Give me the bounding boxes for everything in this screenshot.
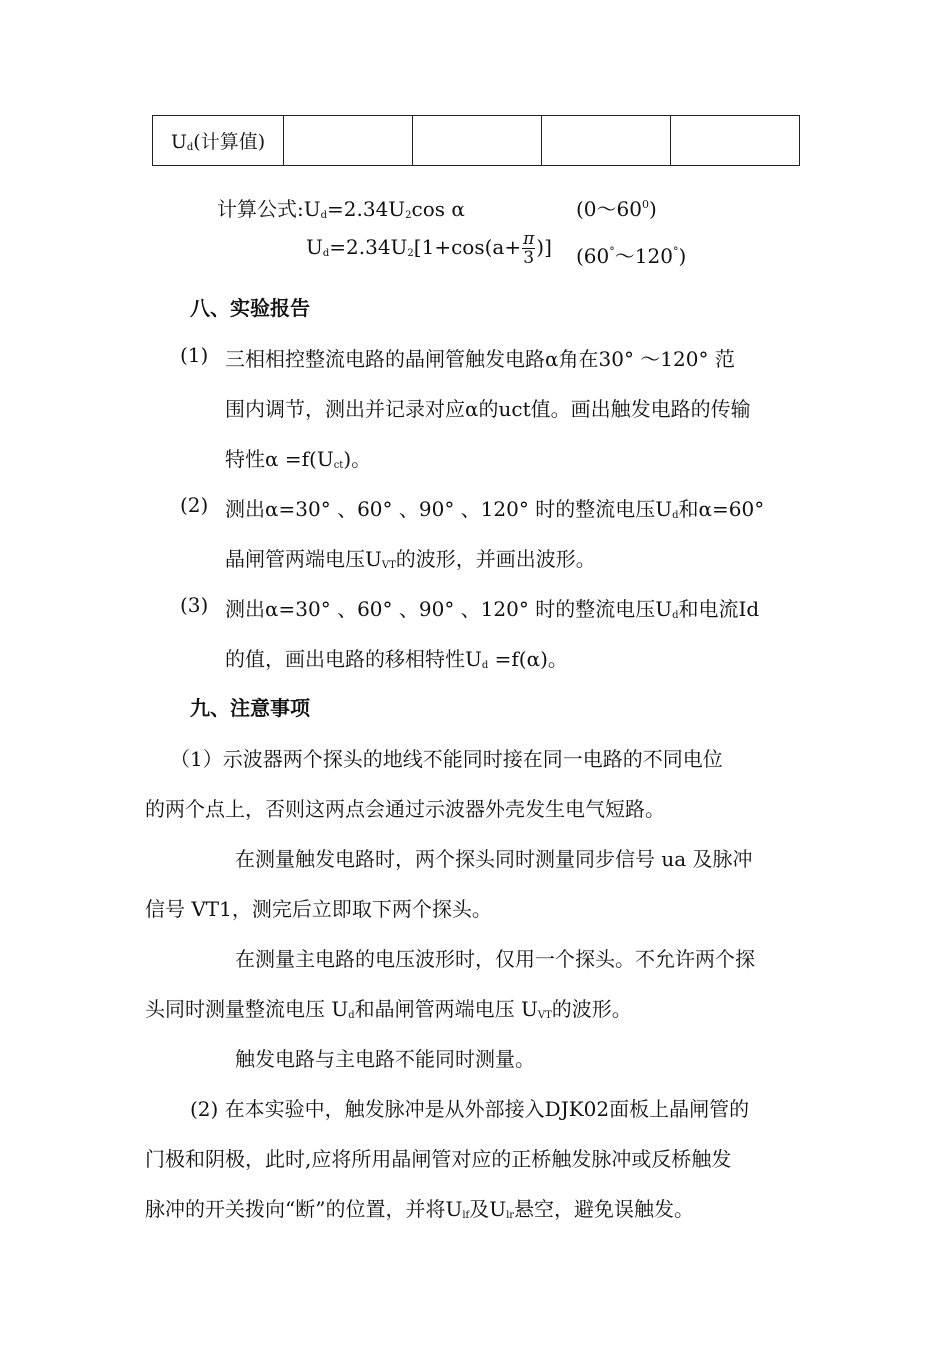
item-3-number: (3) xyxy=(180,593,209,617)
item-text: 的波形，并画出波形。 xyxy=(395,547,596,571)
note-text: 和晶闸管两端电压 U xyxy=(354,997,538,1021)
item-sub: VT xyxy=(381,560,396,571)
item-1-line-1: 三相相控整流电路的晶闸管触发电路α角在30° ～120° 范 xyxy=(225,347,735,371)
formula-sub: 2 xyxy=(407,248,414,259)
note-5-line-2: 门极和阴极，此时,应将所用晶闸管对应的正桥触发脉冲或反桥触发 xyxy=(145,1147,732,1171)
table-cell xyxy=(284,116,413,166)
range-text: ～120 xyxy=(614,244,673,268)
pi-over-3-fraction xyxy=(522,230,535,267)
item-sub: ct xyxy=(333,460,344,471)
section-8-title: 八、实验报告 xyxy=(190,296,310,320)
item-2-number: (2) xyxy=(180,493,209,517)
item-text: 晶闸管两端电压U xyxy=(225,547,382,571)
table-cell xyxy=(671,116,800,166)
formula-text: 计算公式:U xyxy=(217,197,321,221)
range-text: ) xyxy=(678,244,687,268)
range-sup: ° xyxy=(672,245,679,258)
note-sub: VT xyxy=(537,1010,552,1021)
note-1-line-1: （1）示波器两个探头的地线不能同时接在同一电路的不同电位 xyxy=(170,747,723,771)
item-1-line-3 xyxy=(225,443,371,472)
row-header-label: (计算值) xyxy=(193,131,266,153)
note-2-line-2: 信号 VT1，测完后立即取下两个探头。 xyxy=(145,897,492,921)
formula-text: )] xyxy=(536,235,552,259)
formula-sub: d xyxy=(320,210,327,221)
note-text: 头同时测量整流电压 U xyxy=(145,997,349,1021)
range-sup: ° xyxy=(609,245,615,258)
note-text: 脉冲的开关拨向“断”的位置，并将U xyxy=(145,1197,463,1221)
item-2-line-1 xyxy=(225,493,764,522)
formula-2 xyxy=(306,230,552,267)
item-3-line-2 xyxy=(225,643,568,672)
note-4: 触发电路与主电路不能同时测量。 xyxy=(235,1047,535,1071)
table-row xyxy=(153,116,800,166)
item-sub: d xyxy=(672,510,679,521)
note-5-line-3 xyxy=(145,1193,694,1222)
item-2-line-2 xyxy=(225,543,596,572)
note-2-line-1: 在测量触发电路时，两个探头同时测量同步信号 ua 及脉冲 xyxy=(235,847,753,871)
range-text: ) xyxy=(648,197,657,221)
note-text: 的波形。 xyxy=(551,997,632,1021)
table-cell xyxy=(413,116,542,166)
fraction-numerator: π xyxy=(523,229,535,249)
note-sub: d xyxy=(348,1010,355,1021)
calculated-values-table xyxy=(152,115,800,166)
formula-text: =2.34U xyxy=(327,197,406,221)
item-sub: d xyxy=(481,660,489,671)
note-5-line-1: (2) 在本实验中，触发脉冲是从外部接入DJK02面板上晶闸管的 xyxy=(190,1097,750,1121)
item-3-line-1 xyxy=(225,593,759,622)
formula-text: cos α xyxy=(411,197,465,221)
item-text: =f(α)。 xyxy=(488,647,568,671)
formula-sub: d xyxy=(322,248,330,259)
item-text: 的值，画出电路的移相特性U xyxy=(225,647,482,671)
note-text: 悬空，避免误触发。 xyxy=(514,1197,695,1221)
note-sub: lf xyxy=(462,1210,470,1221)
note-text: 及U xyxy=(469,1197,507,1221)
formula-text: =2.34U xyxy=(329,235,408,259)
item-text: 测出α=30° 、60° 、90° 、120° 时的整流电压U xyxy=(225,597,673,621)
range-text: (0～60 xyxy=(576,197,642,221)
item-1-line-2: 围内调节，测出并记录对应α的uct值。画出触发电路的传输 xyxy=(225,397,751,421)
item-1-number: (1) xyxy=(180,343,209,367)
item-text: 测出α=30° 、60° 、90° 、120° 时的整流电压U xyxy=(225,497,673,521)
formula-1-range xyxy=(576,193,657,222)
note-3-line-1: 在测量主电路的电压波形时，仅用一个探头。不允许两个探 xyxy=(235,947,755,971)
table-cell xyxy=(542,116,671,166)
fraction-denominator: 3 xyxy=(523,248,535,268)
section-9-title: 九、注意事项 xyxy=(190,696,310,720)
range-sup: 0 xyxy=(641,198,649,211)
item-text: 特性α =f(U xyxy=(225,447,334,471)
item-text: 和α=60° xyxy=(678,497,765,521)
formula-text: U xyxy=(306,235,323,259)
note-3-line-2 xyxy=(145,993,632,1022)
formula-text: [1+cos(a+ xyxy=(413,235,522,259)
note-sub: lr xyxy=(506,1210,515,1221)
row-header xyxy=(153,116,284,166)
item-text: 和电流Id xyxy=(678,597,760,621)
formula-1 xyxy=(217,193,465,222)
formula-sub: 2 xyxy=(405,210,412,221)
row-header-u: U xyxy=(170,131,187,153)
formula-2-range xyxy=(576,240,686,269)
item-sub: d xyxy=(672,610,679,621)
item-text: )。 xyxy=(343,447,372,471)
range-text: (60 xyxy=(576,244,610,268)
note-1-line-2: 的两个点上，否则这两点会通过示波器外壳发生电气短路。 xyxy=(145,797,665,821)
row-header-sub: d xyxy=(186,142,194,153)
